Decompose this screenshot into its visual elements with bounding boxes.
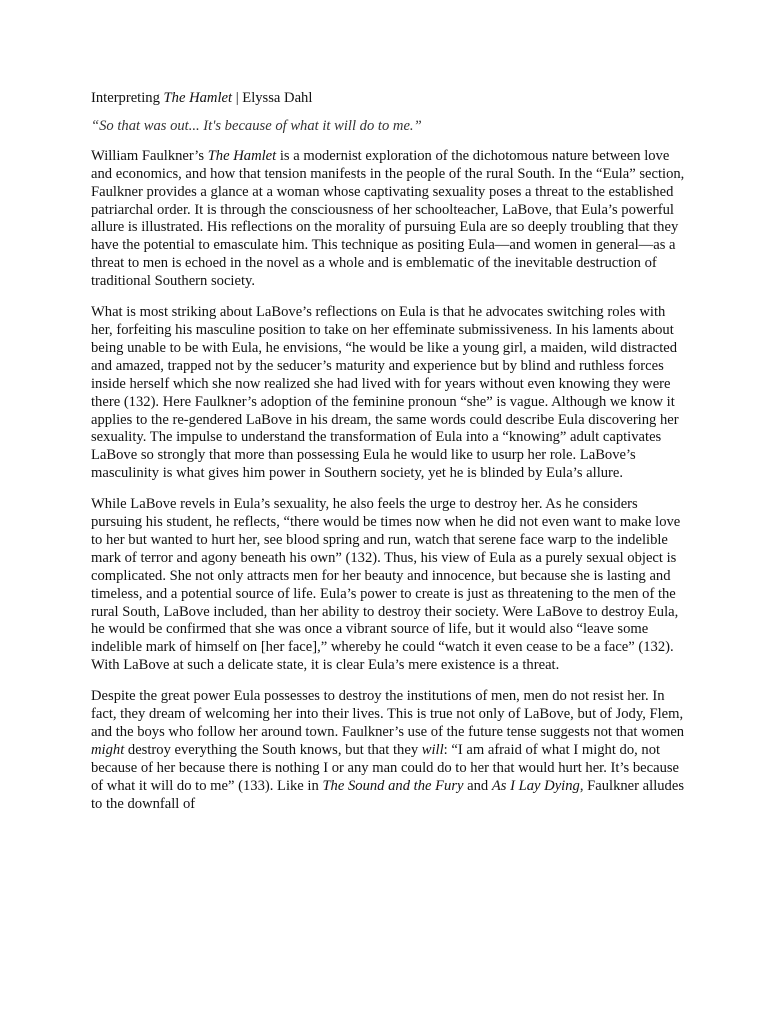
- text-run: , Faulkner alludes to the downfall of: [91, 777, 685, 812]
- title-prefix: Interpreting: [91, 90, 164, 106]
- italic-text: might: [91, 741, 125, 758]
- body-paragraph: [91, 304, 687, 483]
- italic-text: As I Lay Dying: [491, 777, 580, 794]
- text-run: : “I am afraid of what I might do, not because of her because there is nothing I or any man could do to her that would hurt her. It’s because of what it will do to me” (133). Like in: [91, 741, 680, 794]
- italic-text: will: [421, 741, 444, 758]
- text-run: and: [463, 777, 492, 794]
- italic-text: The Hamlet: [207, 147, 277, 164]
- body-paragraph: [91, 148, 687, 291]
- body-paragraph: [91, 688, 687, 813]
- title-book: The Hamlet: [163, 90, 233, 106]
- title-author: | Elyssa Dahl: [232, 90, 313, 106]
- text-run: destroy everything the South knows, but that they: [124, 741, 422, 758]
- italic-text: The Sound and the Fury: [322, 777, 464, 794]
- epigraph-quote: “So that was out... It's because of what it will do to me.”: [91, 117, 422, 134]
- text-run: William Faulkner’s: [91, 147, 208, 164]
- body-paragraph: [91, 496, 687, 675]
- text-run: While LaBove revels in Eula’s sexuality, he also feels the urge to destroy her. As he considers pursuing his student, he reflects, “there would be times now when he did not even want to make love to her but wanted to hurt her, see blood spring and run, watch that serene face warp to the indelible mark of terror and agony beneath his own” (132). Thus, his view of Eula as a purely sexual object is complicated. She not only attracts men for her beauty and innocence, but because she is lasting and timeless, and a potential source of life. Eula’s power to create is just as threatening to the men of the rural South, LaBove included, than her ability to destroy their society. Were LaBove to destroy Eula, he would be confirmed that she was once a vibrant source of life, but it would also “leave some indelible mark of himself on [her face],” whereby he could “watch it even cease to be a face” (132). With LaBove at such a delicate state, it is clear Eula’s mere existence is a threat.: [91, 496, 681, 674]
- document-page: [91, 90, 687, 827]
- text-run: is a modernist exploration of the dichotomous nature between love and economics, and how that tension manifests in the people of the rural South. In the “Eula” section, Faulkner provides a glance at a woman whose captivating sexuality poses a threat to the established patriarchal order. It is through the consciousness of her schoolteacher, LaBove, that Eula’s powerful allure is illustrated. His reflections on the morality of pursuing Eula are so deeply troubling that they have the potential to emasculate him. This technique as positing Eula—and women in general—as a threat to men is echoed in the novel as a whole and is emblematic of the inevitable destruction of traditional Southern society.: [91, 147, 685, 290]
- text-run: What is most striking about LaBove’s reflections on Eula is that he advocates switching roles with her, forfeiting his masculine position to take on her effeminate submissiveness. In his laments about being unable to be with Eula, he envisions, “he would be like a young girl, a maiden, wild distracted and amazed, trapped not by the seducer’s maturity and experience but by blind and ruthless forces inside herself which she now realized she had lived with for years without even knowing they were there (132). Here Faulkner’s adoption of the feminine pronoun “she” is vague. Although we know it applies to the re-gendered LaBove in his dream, the same words could describe Eula discovering her sexuality. The impulse to understand the transformation of Eula into a “knowing” adult captivates LaBove so strongly that more than possessing Eula he would like to usurp her role. LaBove’s masculinity is what gives him power in Southern society, yet he is blinded by Eula’s allure.: [91, 304, 679, 482]
- body-text: [91, 148, 687, 814]
- text-run: Despite the great power Eula possesses to destroy the institutions of men, men do not resist her. In fact, they dream of welcoming her into their lives. This is true not only of LaBove, but of Jody, Flem, and the boys who follow her around town. Faulkner’s use of the future tense suggests not that women: [91, 688, 685, 740]
- document-title: [91, 90, 687, 108]
